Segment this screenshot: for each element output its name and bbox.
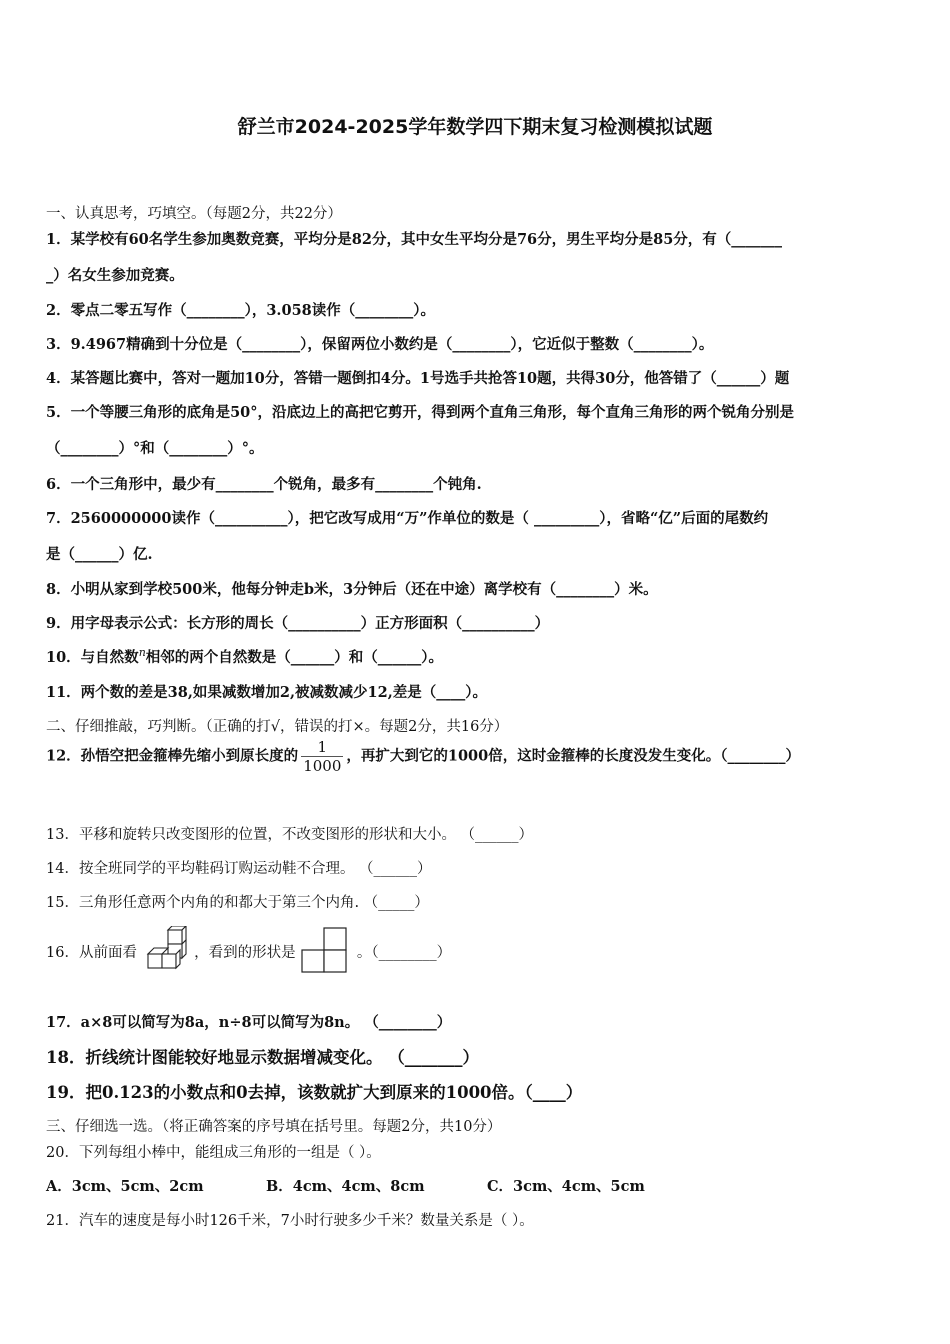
question-16-suffix: 。（________）: [356, 945, 452, 961]
question-16-prefix: 16．从前面看: [46, 945, 137, 961]
question-7-line-2: 是（______）亿.: [46, 546, 153, 563]
question-1-line-2: _）名女生参加竞赛。: [46, 267, 184, 284]
fraction-numerator: 1: [317, 738, 328, 756]
question-15: 15．三角形任意两个内角的和都大于第三个内角. （_____）: [46, 895, 429, 911]
question-5-line-2: （________）°和（________）°。: [46, 440, 264, 457]
question-13: 13．平移和旋转只改变图形的位置，不改变图形的形状和大小。 （______）: [46, 827, 534, 843]
fraction-denominator: 1000: [303, 757, 342, 775]
question-14: 14．按全班同学的平均鞋码订购运动鞋不合理。 （______）: [46, 861, 432, 877]
question-19: 19．把0.123的小数点和0去掉，该数就扩大到原来的1000倍。（____）: [46, 1083, 583, 1102]
fraction: [301, 738, 343, 775]
question-1-line-1: 1．某学校有60名学生参加奥数竞赛，平均分是82分，其中女生平均分是76分，男生平均分是85分，有（_______: [46, 231, 783, 248]
question-10: [46, 646, 443, 667]
option-b: B．4cm、4cm、8cm: [266, 1178, 425, 1195]
question-17: 17．a×8可以简写为8a，n÷8可以简写为8n。 （________）: [46, 1014, 452, 1031]
question-7-line-1: 7．2560000000读作（__________），把它改写成用“万”作单位的数是（ _________），省略“亿”后面的尾数约: [46, 510, 769, 527]
question-6: 6．一个三角形中，最少有________个锐角，最多有________个钝角.: [46, 476, 482, 493]
question-20-options: [46, 1175, 645, 1196]
question-20: 20．下列每组小棒中，能组成三角形的一组是（ ）。: [46, 1145, 381, 1161]
page-title: 舒兰市2024-2025学年数学四下期末复习检测模拟试题: [237, 116, 713, 138]
question-10-suffix: 相邻的两个自然数是（______）和（______）。: [145, 649, 444, 666]
question-18: 18．折线统计图能较好地显示数据增减变化。 （_______）: [46, 1048, 479, 1067]
question-4: 4．某答题比赛中，答对一题加10分，答错一题倒扣4分。1号选手共抢答10题，共得30分，他答错了（______）题: [46, 370, 790, 387]
option-a: A．3cm、5cm、2cm: [46, 1178, 204, 1195]
question-8: 8．小明从家到学校500米，他每分钟走b米，3分钟后（还在中途）离学校有（________）米。: [46, 581, 658, 598]
question-21: 21．汽车的速度是每小时126千米，7小时行驶多少千米？数量关系是（ ）。: [46, 1213, 534, 1229]
option-c: C．3cm、4cm、5cm: [487, 1178, 645, 1195]
question-12: [46, 738, 800, 775]
question-12-prefix: 12．孙悟空把金箍棒先缩小到原长度的: [46, 747, 299, 765]
question-3: 3．9.4967精确到十分位是（________），保留两位小数约是（________），它近似于整数（________）。: [46, 336, 714, 353]
cube-stack-figure: [142, 926, 190, 980]
section-heading-2: 二、仔细推敲，巧判断。（正确的打√，错误的打×。每题2分，共16分）: [46, 719, 509, 735]
question-9: 9．用字母表示公式：长方形的周长（__________）正方形面积（__________）: [46, 615, 550, 632]
question-5-line-1: 5．一个等腰三角形的底角是50°，沿底边上的高把它剪开，得到两个直角三角形，每个直角三角形的两个锐角分别是: [46, 404, 795, 421]
question-11: 11．两个数的差是38,如果减数增加2,被减数减少12,差是（____）。: [46, 684, 488, 701]
question-2: 2．零点二零五写作（________），3.058读作（________）。: [46, 302, 435, 319]
section-heading-3: 三、仔细选一选。（将正确答案的序号填在括号里。每题2分，共10分）: [46, 1119, 502, 1135]
question-16: [46, 926, 451, 980]
front-view-figure: [300, 926, 352, 980]
variable-n: n: [138, 646, 146, 660]
question-16-middle: ，看到的形状是: [194, 945, 296, 961]
question-10-prefix: 10．与自然数: [46, 649, 139, 666]
section-heading-1: 一、认真思考，巧填空。（每题2分，共22分）: [46, 206, 342, 222]
question-12-suffix: ，再扩大到它的1000倍，这时金箍棒的长度没发生变化。（________）: [346, 747, 800, 765]
